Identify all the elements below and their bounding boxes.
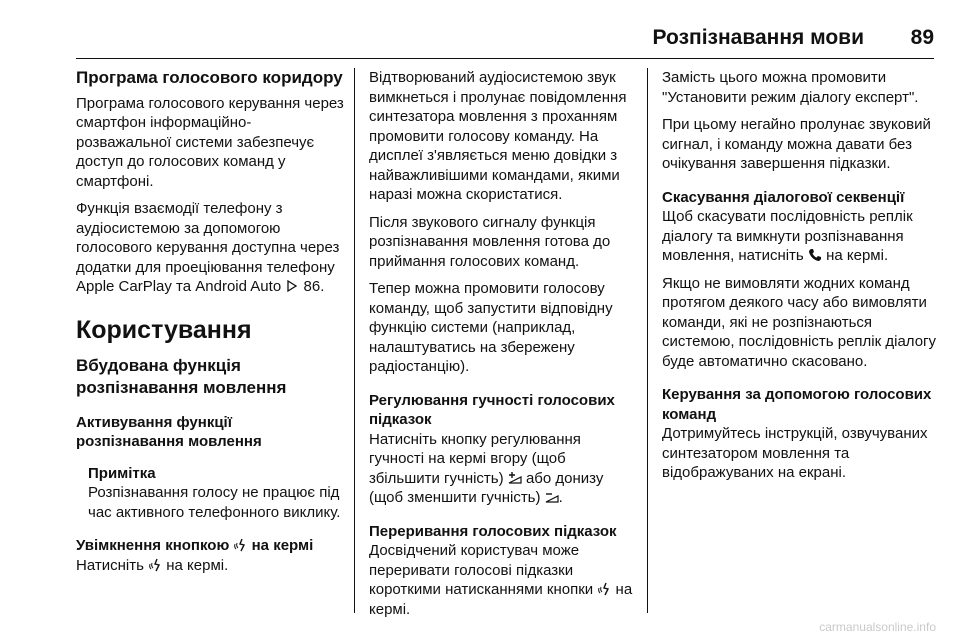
paragraph: Відтворюваний аудіосистемою звук вимкнеться і пролунає повідомлення синтезатора мовлення з проханням промовити голосову команду. На дисплеї з'являється меню довідки з найважливішими командами, якими наразі можна скористатися. bbox=[369, 69, 627, 203]
page-title: Розпізнавання мови bbox=[652, 26, 864, 49]
paragraph: Програма голосового керування через смартфон інформаційно-розважальної системи забезпечує доступ до голосових команд у смартфоні. bbox=[76, 94, 344, 190]
page-header bbox=[76, 26, 934, 58]
note-title: Примітка bbox=[88, 464, 156, 482]
paragraph: Після звукового сигналу функція розпізнавання мовлення готова до приймання голосових команд. bbox=[369, 213, 611, 270]
paragraph: При цьому негайно пролунає звуковий сигнал, і команду можна давати без очікування завершення підказки. bbox=[662, 116, 931, 172]
watermark: carmanualsonline.info bbox=[819, 620, 936, 634]
ref-arrow-icon[interactable] bbox=[285, 279, 299, 293]
paragraph: Досвідчений користувач може переривати голосові підказки короткими натисканнями кнопки на кермі. bbox=[369, 542, 633, 618]
paragraph: Дотримуйтесь інструкцій, озвучуваних синтезатором мовлення та відображуваних на екрані. bbox=[662, 425, 928, 481]
voice-icon bbox=[233, 538, 247, 552]
header-rule bbox=[76, 58, 934, 59]
column-divider bbox=[647, 68, 648, 613]
page-number: 89 bbox=[910, 26, 934, 49]
volume-down-icon bbox=[545, 490, 559, 504]
voice-icon bbox=[597, 582, 611, 596]
paragraph: Функція взаємодії телефону з аудіосистемою за допомогою голосового керування доступна через додатки для проеціювання телефону Apple CarPlay та Android Auto 86. bbox=[76, 200, 340, 295]
voice-icon bbox=[148, 558, 162, 572]
column-right bbox=[662, 68, 938, 491]
subsection-heading: Вбудована функція розпізнавання мовлення bbox=[76, 355, 287, 397]
note-text: Розпізнавання голосу не працює під час активного телефонного виклику. bbox=[88, 484, 341, 521]
note-box bbox=[76, 464, 344, 523]
column-left bbox=[76, 68, 344, 583]
paragraph: Натисніть на кермі. bbox=[76, 556, 229, 574]
paragraph: Натисніть кнопку регулювання гучності на кермі вгору (щоб збільшити гучність) або донизу (щоб зменшити гучність) . bbox=[369, 430, 604, 506]
column-divider bbox=[354, 68, 355, 613]
topic-heading: Переривання голосових підказок bbox=[369, 522, 617, 540]
paragraph: Якщо не вимовляти жодних команд протягом деякого часу або вимовляти команди, які не розпізнаються системою, послідовність реплік діалогу буде автоматично скасовано. bbox=[662, 274, 937, 370]
topic-heading: Регулювання гучності голосових підказок bbox=[369, 391, 615, 428]
topic-heading: Скасування діалогової секвенції bbox=[662, 188, 905, 206]
paragraph: Щоб скасувати послідовність реплік діалогу та вимкнути розпізнавання мовлення, натисніть на кермі. bbox=[662, 208, 913, 264]
chapter-heading: Користування bbox=[76, 315, 252, 344]
topic-heading: Увімкнення кнопкою на кермі bbox=[76, 537, 314, 554]
section-heading: Програма голосового коридору bbox=[76, 68, 343, 87]
paragraph: Замість цього можна промовити "Установити режим діалогу експерт". bbox=[662, 69, 919, 106]
paragraph: Тепер можна промовити голосову команду, щоб запустити відповідну функцію системи (наприклад, налаштуватись на збережену радіостанцію). bbox=[369, 280, 613, 375]
column-middle bbox=[369, 68, 637, 627]
volume-up-icon bbox=[508, 471, 522, 485]
topic-heading: Керування за допомогою голосових команд bbox=[662, 386, 932, 423]
topic-heading: Активування функції розпізнавання мовлення bbox=[76, 413, 262, 450]
page-reference-link[interactable]: 86. bbox=[303, 278, 325, 295]
phone-icon bbox=[808, 248, 822, 262]
